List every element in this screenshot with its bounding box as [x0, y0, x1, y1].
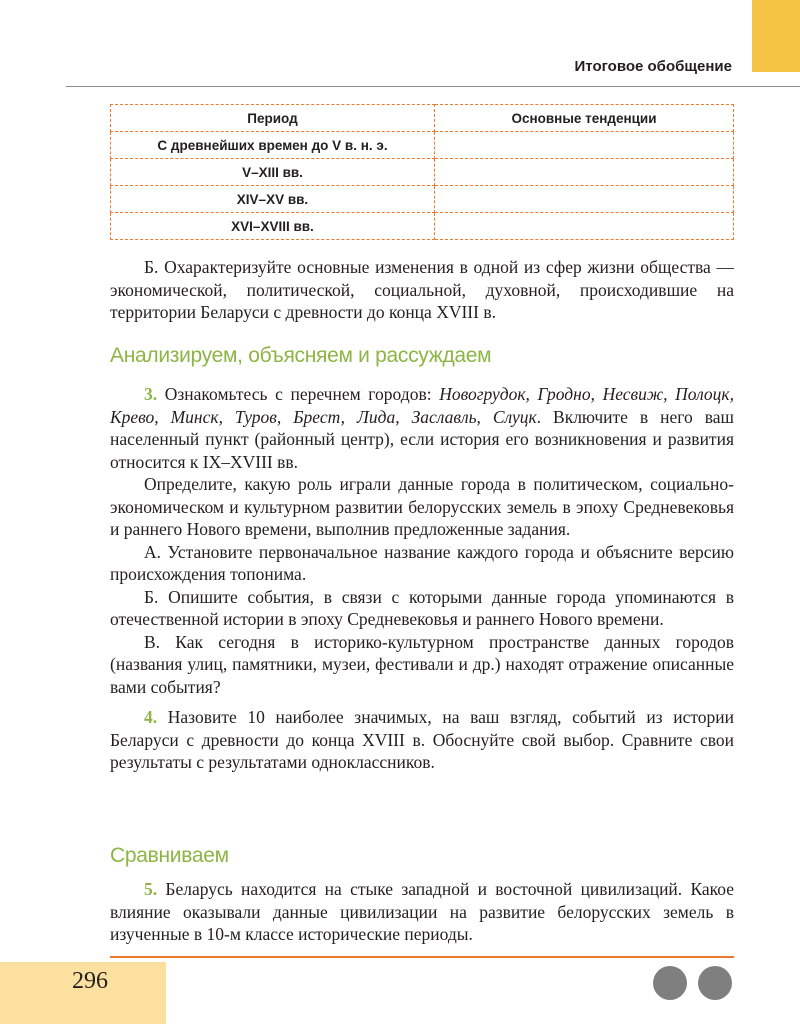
section-heading-analyze: Анализируем, объясняем и рассуждаем: [110, 344, 492, 367]
task3-text-after: . Включите в него ваш населенный пункт (районный центр), если история его возникновения и развития относится к IX–XVIII вв.: [110, 406, 735, 472]
page-header-title: Итоговое обобщение: [574, 58, 732, 75]
task-number: 3.: [144, 384, 158, 404]
footer-divider: [110, 956, 734, 958]
table-cell-trends: [435, 132, 734, 159]
task3-city-list: Новогрудок, Гродно, Несвиж, Полоцк, Крево, Минск, Туров, Брест, Лида, Заславль, Слуцк: [110, 384, 734, 427]
table-cell-trends: [435, 213, 734, 240]
task3-paragraph: [110, 383, 734, 473]
table-cell-trends: [435, 159, 734, 186]
task3-subtask-a: А. Установите первоначальное название каждого города и объясните версию происхождения топонима.: [110, 541, 734, 584]
task3-subtask-b: Б. Опишите события, в связи с которыми данные города упоминаются в отечественной истории в эпоху Средневековья и раннего Нового времени.: [110, 586, 734, 629]
table-header-row: [111, 105, 734, 132]
table-header-trends: Основные тенденции: [435, 105, 734, 132]
task-b-block: [110, 256, 734, 324]
task-number: 4.: [144, 707, 158, 727]
task5-paragraph: [110, 878, 734, 946]
task5-block: [110, 878, 734, 946]
task3-text-before: Ознакомьтесь с перечнем городов:: [157, 384, 440, 404]
table-cell-trends: [435, 186, 734, 213]
table-cell-period: XIV–XV вв.: [111, 186, 435, 213]
table-row: [111, 213, 734, 240]
table-header-period: Период: [111, 105, 435, 132]
task3-block: [110, 383, 734, 774]
table-row: [111, 186, 734, 213]
section-heading-compare: Сравниваем: [110, 844, 229, 867]
table-cell-period: XVI–XVIII вв.: [111, 213, 435, 240]
task5-text: Беларусь находится на стыке западной и восточной цивилизаций. Какое влияние оказывали данные цивилизации на развитие белорусских земель в изученные в 10-м классе исторические периоды.: [110, 879, 734, 944]
task-number: 5.: [144, 879, 158, 899]
decorative-circle-icon: [698, 966, 732, 1000]
decorative-circle-icon: [653, 966, 687, 1000]
table-cell-period: V–XIII вв.: [111, 159, 435, 186]
table-row: [111, 159, 734, 186]
task4-paragraph: [110, 706, 734, 774]
table-cell-period: С древнейших времен до V в. н. э.: [111, 132, 435, 159]
task3-subtask-c: В. Как сегодня в историко-культурном пространстве данных городов (названия улиц, памятники, музеи, фестивали и др.) находят отражение описанные вами события?: [110, 631, 734, 697]
header-divider: [66, 86, 800, 87]
task-b-paragraph: Б. Охарактеризуйте основные изменения в одной из сфер жизни общества — экономической, политической, социальной, духовной, происходившие на территории Беларуси с древности до конца XVIII в.: [110, 257, 734, 322]
table-row: [111, 132, 734, 159]
task3-paragraph-2: Определите, какую роль играли данные города в политическом, социально-экономическом и культурном развитии белорусских земель в эпоху Средневековья и раннего Нового времени, выполнив предложенные задания.: [110, 474, 734, 539]
page-number: 296: [72, 968, 108, 994]
periods-table: [110, 104, 734, 240]
task4-text: Назовите 10 наиболее значимых, на ваш взгляд, событий из истории Беларуси с древности до конца XVIII в. Обоснуйте свой выбор. Сравните свои результаты с результатами одноклассников.: [110, 707, 734, 772]
corner-color-tab: [752, 0, 800, 72]
